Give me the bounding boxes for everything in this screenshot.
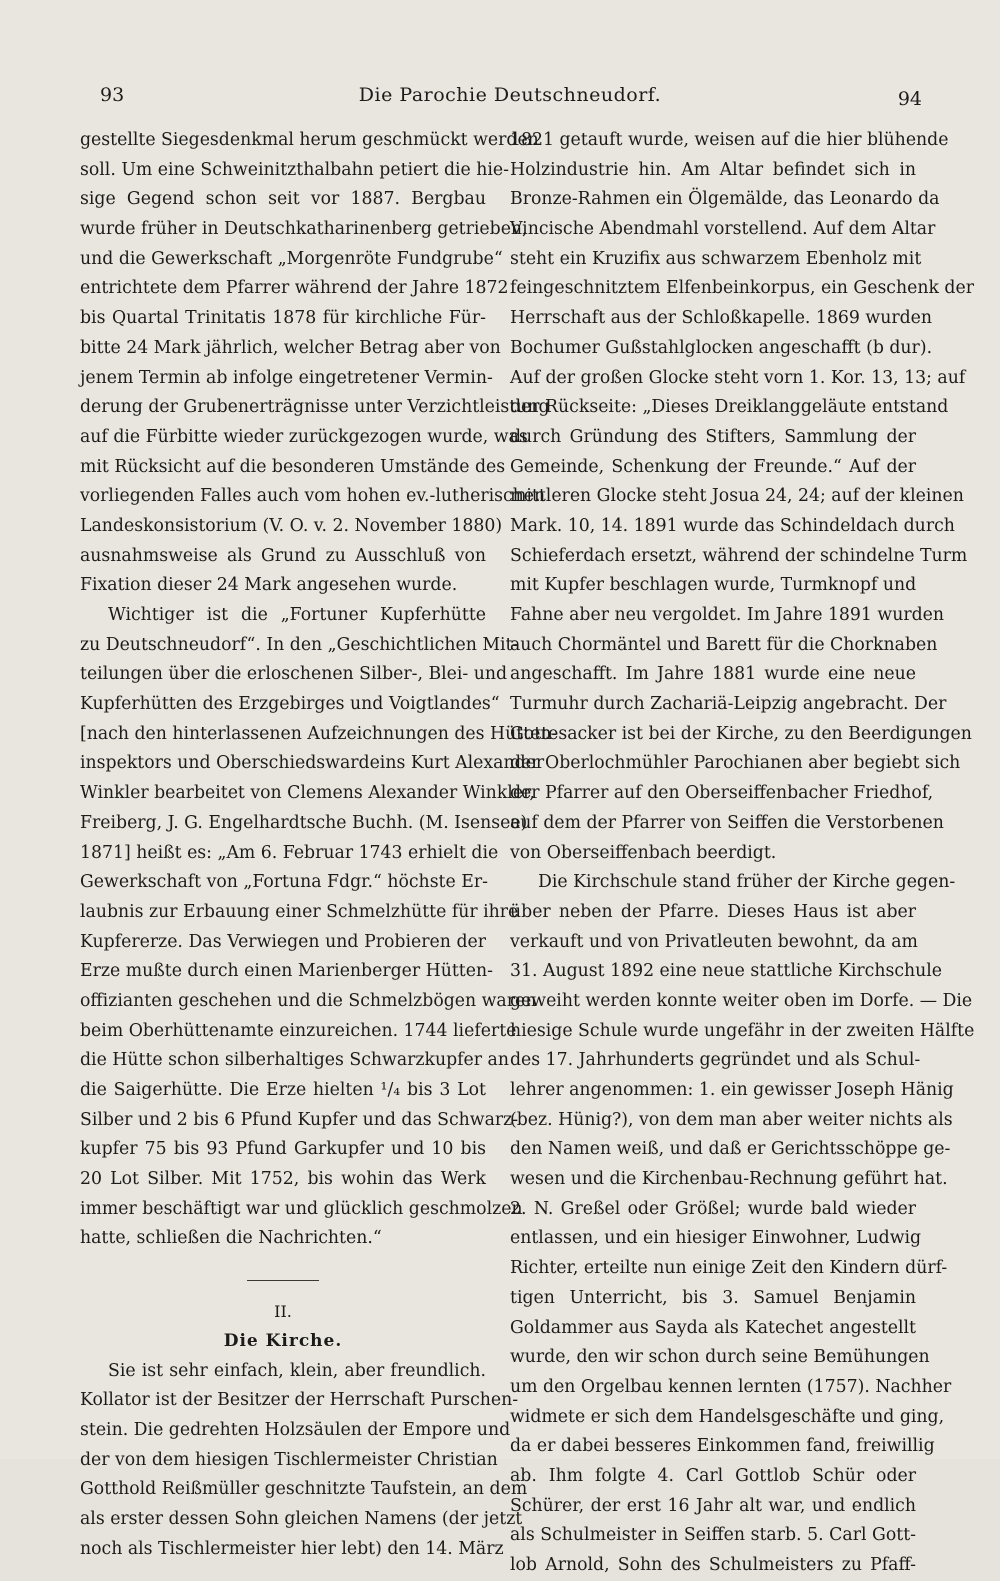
text-line: auf die Fürbitte wieder zurückgezogen wurde, was bbox=[80, 426, 528, 447]
text-line: Kupferhütten des Erzgebirges und Voigtlandes“ bbox=[80, 694, 500, 715]
text-line: auch Chormäntel und Barett für die Chorknaben bbox=[510, 634, 938, 655]
text-line: des 17. Jahrhunderts gegründet und als Schul- bbox=[510, 1050, 921, 1071]
text-line: 1871] heißt es: „Am 6. Februar 1743 erhielt die bbox=[80, 842, 499, 863]
text-line: Schieferdach ersetzt, während der schindelne Turm bbox=[510, 545, 968, 566]
text-line: von Oberseiffenbach beerdigt. bbox=[510, 842, 777, 863]
text-line: Bronze-Rahmen ein Ölgemälde, das Leonardo da bbox=[510, 189, 940, 210]
text-line: bis Quartal Trinitatis 1878 für kirchliche Für- bbox=[80, 308, 486, 329]
text-line: 1821 getauft wurde, weisen auf die hier blühende bbox=[510, 130, 949, 150]
section-divider bbox=[247, 1280, 319, 1281]
text-line: auf dem der Pfarrer von Seiffen die Verstorbenen bbox=[510, 812, 944, 833]
text-line: 31. August 1892 eine neue stattliche Kirchschule bbox=[510, 961, 943, 982]
text-line: feingeschnitztem Elfenbeinkorpus, ein Geschenk der bbox=[510, 278, 974, 299]
text-line: immer beschäftigt war und glücklich geschmolzen bbox=[80, 1198, 523, 1219]
text-line: Herrschaft aus der Schloßkapelle. 1869 wurden bbox=[510, 308, 932, 329]
text-line: (bez. Hünig?), von dem man aber weiter nichts als bbox=[510, 1109, 953, 1130]
text-line: der Rückseite: „Dieses Dreiklanggeläute entstand bbox=[510, 397, 949, 418]
text-line: angeschafft. Im Jahre 1881 wurde eine neue bbox=[510, 664, 916, 685]
text-line: steht ein Kruzifix aus schwarzem Ebenholz mit bbox=[510, 248, 922, 269]
text-line: Kollator ist der Besitzer der Herrschaft Purschen- bbox=[80, 1390, 519, 1411]
right-column-text bbox=[510, 126, 975, 1581]
text-line: mittleren Glocke steht Josua 24, 24; auf der kleinen bbox=[510, 486, 964, 507]
left-column bbox=[80, 126, 558, 1564]
text-line: tigen Unterricht, bis 3. Samuel Benjamin bbox=[510, 1287, 916, 1308]
text-line: Kupfererze. Das Verwiegen und Probieren der bbox=[80, 931, 486, 952]
text-line: wurde, den wir schon durch seine Bemühungen bbox=[510, 1347, 930, 1368]
text-line: zu Deutschneudorf“. In den „Geschichtlichen Mit- bbox=[80, 634, 519, 655]
text-line: vorliegenden Falles auch vom hohen ev.-lutherischen bbox=[80, 486, 546, 507]
text-line: Gotthold Reißmüller geschnitzte Taufstein, an dem bbox=[80, 1479, 528, 1500]
text-line: Gewerkschaft von „Fortuna Fdgr.“ höchste Er- bbox=[80, 872, 488, 893]
text-line: Mark. 10, 14. 1891 wurde das Schindeldach durch bbox=[510, 515, 955, 536]
text-line: lob Arnold, Sohn des Schulmeisters zu Pfaff- bbox=[510, 1555, 916, 1575]
text-line: Vincische Abendmahl vorstellend. Auf dem Altar bbox=[510, 219, 936, 240]
text-line: [nach den hinterlassenen Aufzeichnungen des Hütten- bbox=[80, 723, 558, 744]
text-line: Sie ist sehr einfach, klein, aber freundlich. bbox=[108, 1360, 486, 1381]
text-line: entlassen, und ein hiesiger Einwohner, Ludwig bbox=[510, 1228, 922, 1249]
text-line: kupfer 75 bis 93 Pfund Garkupfer und 10 bis bbox=[80, 1139, 486, 1160]
text-line: Auf der großen Glocke steht vorn 1. Kor. 13, 13; auf bbox=[510, 367, 966, 388]
text-line: ab. Ihm folgte 4. Carl Gottlob Schür oder bbox=[510, 1465, 916, 1486]
text-line: um den Orgelbau kennen lernten (1757). Nachher bbox=[510, 1376, 952, 1397]
text-line: jenem Termin ab infolge eingetretener Vermin- bbox=[80, 367, 493, 388]
text-line: beim Oberhüttenamte einzureichen. 1744 lieferte bbox=[80, 1020, 517, 1041]
text-line: stein. Die gedrehten Holzsäulen der Empore und bbox=[80, 1419, 511, 1440]
text-line: 2. N. Greßel oder Größel; wurde bald wieder bbox=[510, 1198, 916, 1219]
text-line: inspektors und Oberschiedswardeins Kurt Alexander bbox=[80, 753, 545, 774]
text-line: der von dem hiesigen Tischlermeister Christian bbox=[80, 1449, 498, 1470]
text-line: Gottesacker ist bei der Kirche, zu den Beerdigungen bbox=[510, 723, 972, 744]
text-line: Fahne aber neu vergoldet. Im Jahre 1891 wurden bbox=[510, 605, 945, 625]
text-line: gestellte Siegesdenkmal herum geschmückt werden bbox=[80, 130, 539, 150]
text-line: den Namen weiß, und daß er Gerichtsschöppe ge- bbox=[510, 1139, 951, 1160]
text-line: als erster dessen Sohn gleichen Namens (der jetzt bbox=[80, 1508, 523, 1529]
text-line: Richter, erteilte nun einige Zeit den Kindern dürf- bbox=[510, 1258, 948, 1279]
running-title: Die Parochie Deutschneudorf. bbox=[358, 84, 662, 106]
text-line: geweiht werden konnte weiter oben im Dorfe. — Die bbox=[510, 990, 973, 1011]
text-line: ausnahmsweise als Grund zu Ausschluß von bbox=[80, 545, 486, 566]
text-line: Bochumer Gußstahlglocken angeschafft (b dur). bbox=[510, 337, 933, 358]
text-line: Erze mußte durch einen Marienberger Hütten- bbox=[80, 961, 493, 982]
text-line: wurde früher in Deutschkatharinenberg getrieben, bbox=[80, 219, 528, 240]
right-column bbox=[510, 126, 975, 1581]
text-line: sige Gegend schon seit vor 1887. Bergbau bbox=[80, 189, 486, 210]
text-line: Turmuhr durch Zachariä-Leipzig angebracht. Der bbox=[510, 694, 947, 715]
text-line: als Schulmeister in Seiffen starb. 5. Carl Gott- bbox=[510, 1525, 916, 1546]
text-line: über neben der Pfarre. Dieses Haus ist aber bbox=[510, 901, 916, 922]
text-line: soll. Um eine Schweinitzthalbahn petiert die hie- bbox=[80, 159, 510, 180]
text-line: teilungen über die erloschenen Silber-, Blei- und bbox=[80, 664, 508, 685]
text-line: Wichtiger ist die „Fortuner Kupferhütte bbox=[108, 605, 486, 625]
text-line: da er dabei besseres Einkommen fand, freiwillig bbox=[510, 1436, 935, 1457]
text-line: die Saigerhütte. Die Erze hielten ¹/₄ bis 3 Lot bbox=[80, 1080, 486, 1100]
text-line: Winkler bearbeitet von Clemens Alexander Winkler, bbox=[80, 783, 535, 804]
text-line: mit Rücksicht auf die besonderen Umstände des bbox=[80, 456, 506, 477]
text-line: Freiberg, J. G. Engelhardtsche Buchh. (M. Isensee) bbox=[80, 812, 528, 833]
text-line: Die Kirchschule stand früher der Kirche gegen- bbox=[538, 872, 956, 893]
section-title: Die Kirche. bbox=[223, 1330, 343, 1351]
text-line: derung der Grubenerträgnisse unter Verzichtleistung bbox=[80, 397, 550, 418]
text-line: die Hütte schon silberhaltiges Schwarzkupfer an bbox=[80, 1050, 509, 1071]
text-line: Goldammer aus Sayda als Katechet angestellt bbox=[510, 1317, 916, 1338]
text-line: durch Gründung des Stifters, Sammlung der bbox=[510, 426, 916, 447]
text-line: 20 Lot Silber. Mit 1752, bis wohin das Werk bbox=[80, 1169, 486, 1190]
text-line: der Pfarrer auf den Oberseiffenbacher Friedhof, bbox=[510, 783, 934, 804]
text-line: Landeskonsistorium (V. O. v. 2. November 1880) bbox=[80, 515, 503, 536]
left-column-text-after bbox=[80, 1357, 528, 1565]
text-line: widmete er sich dem Handelsgeschäfte und ging, bbox=[510, 1406, 945, 1427]
text-line: entrichtete dem Pfarrer während der Jahre 1872 bbox=[80, 278, 509, 299]
text-line: Gemeinde, Schenkung der Freunde.“ Auf der bbox=[510, 456, 916, 477]
text-line: verkauft und von Privatleuten bewohnt, da am bbox=[510, 931, 918, 952]
text-line: Silber und 2 bis 6 Pfund Kupfer und das Schwarz- bbox=[80, 1109, 519, 1130]
page-number-right: 94 bbox=[897, 88, 922, 110]
text-line: der Oberlochmühler Parochianen aber begiebt sich bbox=[510, 753, 961, 774]
text-line: offizianten geschehen und die Schmelzbögen waren bbox=[80, 990, 537, 1011]
text-line: bitte 24 Mark jährlich, welcher Betrag aber von bbox=[80, 337, 501, 358]
page-number-left: 93 bbox=[100, 84, 125, 106]
text-line: hatte, schließen die Nachrichten.“ bbox=[80, 1228, 382, 1249]
text-line: Fixation dieser 24 Mark angesehen wurde. bbox=[80, 575, 458, 596]
text-line: noch als Tischlermeister hier lebt) den 14. März bbox=[80, 1538, 504, 1559]
left-column-text bbox=[80, 126, 558, 1254]
text-line: laubnis zur Erbauung einer Schmelzhütte für ihre bbox=[80, 901, 519, 922]
text-line: wesen und die Kirchenbau-Rechnung geführt hat. bbox=[510, 1169, 948, 1190]
text-line: hiesige Schule wurde ungefähr in der zweiten Hälfte bbox=[510, 1020, 975, 1041]
text-line: Schürer, der erst 16 Jahr alt war, und endlich bbox=[510, 1495, 916, 1516]
text-line: mit Kupfer beschlagen wurde, Turmknopf und bbox=[510, 575, 917, 596]
text-line: Holzindustrie hin. Am Altar befindet sich in bbox=[510, 159, 916, 180]
text-line: und die Gewerkschaft „Morgenröte Fundgrube“ bbox=[80, 248, 503, 269]
text-line: lehrer angenommen: 1. ein gewisser Joseph Hänig bbox=[510, 1080, 954, 1100]
page-header bbox=[100, 84, 920, 114]
section-number: II. bbox=[274, 1302, 292, 1322]
